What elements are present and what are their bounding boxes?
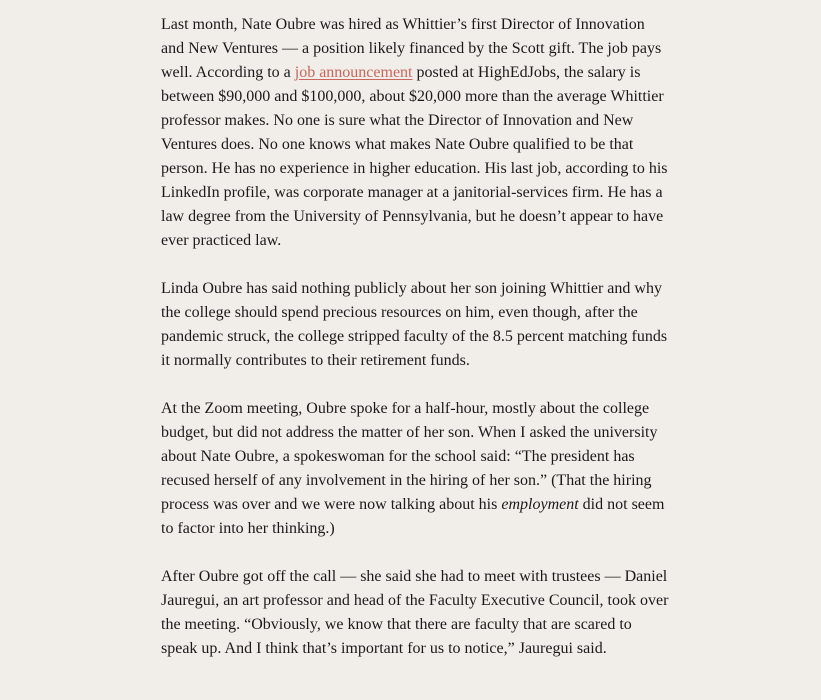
paragraph-hiring (161, 13, 671, 253)
paragraph-zoom-meeting (161, 397, 671, 541)
paragraph-hiring-text-start: Last month, Nate Oubre was hired as Whittier’s first Director of Innovation and New Ventures — a position likely financed by the Scott gift. The job pays well. According to a (161, 16, 662, 81)
paragraph-linda-oubre: Linda Oubre has said nothing publicly about her son joining Whittier and why the college should spend precious resources on him, even though, after the pandemic struck, the college stripped faculty of the 8.5 percent matching funds it normally contributes to their retirement funds. (161, 280, 668, 369)
job-announcement-link[interactable]: job announcement (294, 64, 413, 81)
emphasis-employment: employment (501, 496, 579, 513)
paragraph-jauregui: After Oubre got off the call — she said she had to meet with trustees — Daniel Jauregui, an art professor and head of the Faculty Executive Council, took over the meeting. “Obviously, we know that there are faculty that are scared to speak up. And I think that’s important for us to notice,” Jauregui said. (161, 568, 669, 657)
paragraph-hiring-text-end: posted at HighEdJobs, the salary is between $90,000 and $100,000, about $20,000 more than the average Whittier professor makes. No one is sure what the Director of Innovation and New Ventures does. No one knows what makes Nate Oubre qualified to be that person. He has no experience in higher education. His last job, according to his LinkedIn profile, was corporate manager at a janitorial-services firm. He has a law degree from the University of Pennsylvania, but he doesn’t appear to have ever practiced law. (161, 64, 668, 249)
paragraph-zoom-text-end: did not seem to factor into her thinking.) (161, 496, 665, 537)
paragraph-zoom-text-start: At the Zoom meeting, Oubre spoke for a half-hour, mostly about the college budget, but did not address the matter of her son. When I asked the university about Nate Oubre, a spokeswoman for the school said: “The president has recused herself of any involvement in the hiring of her son.” (That the hiring process was over and we were now talking about his (161, 400, 658, 513)
article-body (161, 13, 671, 685)
